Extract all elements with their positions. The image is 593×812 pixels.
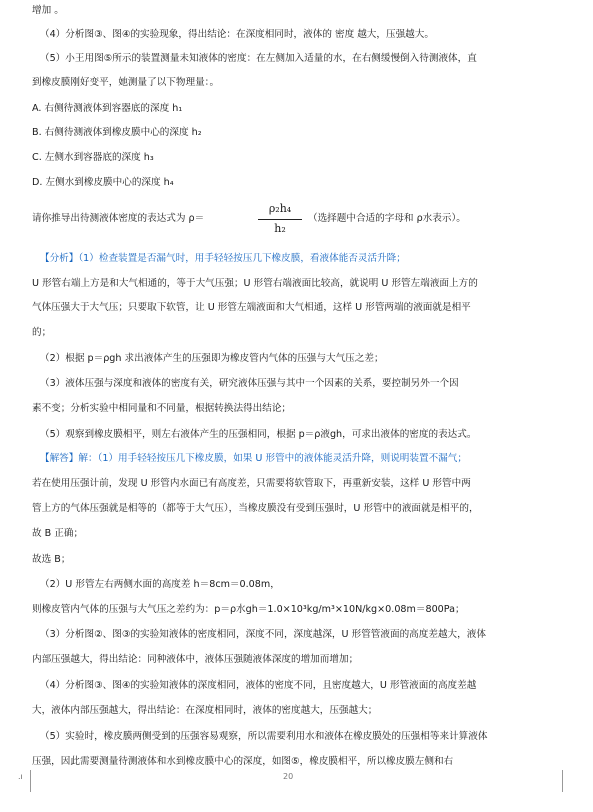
text-line-30: （5）实验时，橡皮膜两侧受到的压强容易观察，所以需要利用水和液体在橡皮膜处的压强相等来计算液体 [40, 731, 488, 742]
option-a: A. 右侧待测液体到容器底的深度 h₁ [32, 103, 183, 114]
density-formula [256, 202, 304, 238]
text-line-22: 故 B 正确； [32, 528, 84, 539]
text-line-25: 则橡皮管内气体的压强与大气压之差约为：p＝ρ水gh＝1.0×10³kg/m³×10N/kg×0.08m＝800Pa； [32, 604, 465, 615]
text-line-23: 故选 B； [32, 554, 71, 565]
text-line-15: （2）根据 p＝ρgh 求出液体产生的压强即为橡皮管内气体的压强与大气压之差； [40, 353, 384, 364]
text-line-2: （4）分析图③、图④的实验现象，得出结论：在深度相同时，液体的 密度 越大，压强越大。 [40, 29, 434, 40]
option-d: D. 左侧水到橡皮膜中心的深度 h₄ [32, 177, 174, 188]
page-number: 20 [283, 772, 294, 781]
text-line-4: 到橡皮膜刚好变平，她测量了以下物理量：。 [32, 77, 220, 88]
text-line-14: 的； [32, 327, 52, 338]
option-b: B. 右侧待测液体到橡皮膜中心的深度 h₂ [32, 127, 202, 138]
formula-numerator: ρ₂h₄ [268, 202, 292, 215]
text-line-16: （3）液体压强与深度和液体的密度有关，研究液体压强与其中一个因素的关系，要控制另外一个因 [40, 378, 459, 389]
text-line-31: 压强，因此需要测量待测液体和水到橡皮膜中心的深度，如图⑤，橡皮膜相平，所以橡皮膜左侧和右 [32, 756, 454, 767]
text-line-20: 若在使用压强计前，发现 U 形管内水面已有高度差，只需要将软管取下，再重新安装，这样 U 形管中两 [32, 478, 471, 489]
text-line-24: （2）U 形管左右两侧水面的高度差 h＝8cm＝0.08m， [40, 579, 280, 590]
text-line-28: （4）分析图③、图④的实验知液体的深度相同，液体的密度不同，且密度越大，U 形管液面的高度差越 [40, 680, 477, 691]
text-line-1: 增加 。 [32, 5, 64, 16]
right-margin-mark [562, 770, 563, 792]
solution-heading-line: 【解答】解：（1）用手轻轻按压几下橡皮膜，如果 U 形管中的液体能灵活升降，则说明装置不漏气； [40, 453, 467, 464]
text-line-26: （3）分析图②、图③的实验知液体的密度相同，深度不同，深度越深，U 形管管液面的高度差越大，液体 [40, 629, 486, 640]
formula-denominator: h₂ [274, 222, 286, 235]
text-line-27: 内部压强越大，得出结论：同种液体中，液体压强随液体深度的增加而增加； [32, 654, 359, 665]
analysis-heading-line: 【分析】（1）检查装置是否漏气时，用手轻轻按压几下橡皮膜，看液体能否灵活升降； [40, 253, 406, 264]
fraction-bar [258, 219, 302, 220]
text-line-3: （5）小王用图⑤所示的装置测量未知液体的密度：在左侧加入适量的水，在右侧缓慢倒入待测液体，直 [40, 53, 477, 64]
text-line-13: 气体压强大于大气压；只要取下软管，让 U 形管左端液面和大气相通，这样 U 形管两端的液面就是相平 [32, 302, 471, 313]
formula-lead-text: 请你推导出待测液体密度的表达式为 ρ＝ [32, 213, 205, 224]
text-line-18: （5）观察到橡皮膜相平，则左右液体产生的压强相同，根据 p＝ρ液gh，可求出液体的密度的表达式。 [40, 429, 477, 440]
text-line-12: U 形管右端上方是和大气相通的，等于大气压强；U 形管右端液面比较高，就说明 U 形管左端液面上方的 [32, 278, 478, 289]
text-line-17: 素不变；分析实验中相同量和不同量，根据转换法得出结论； [32, 403, 292, 414]
text-line-21: 管上方的气体压强就是相等的（都等于大气压），当橡皮膜没有受到压强时，U 形管中的液面就是相平的， [32, 503, 479, 514]
option-c: C. 左侧水到容器底的深度 h₃ [32, 152, 154, 163]
left-margin-mark [30, 770, 31, 792]
formula-tail-text: （选择题中合适的字母和 ρ水表示）。 [308, 213, 466, 224]
text-line-29: 大，液体内部压强越大，得出结论：在深度相同时，液体的密度越大，压强越大； [32, 705, 378, 716]
footer-mark: .ı [18, 772, 23, 781]
